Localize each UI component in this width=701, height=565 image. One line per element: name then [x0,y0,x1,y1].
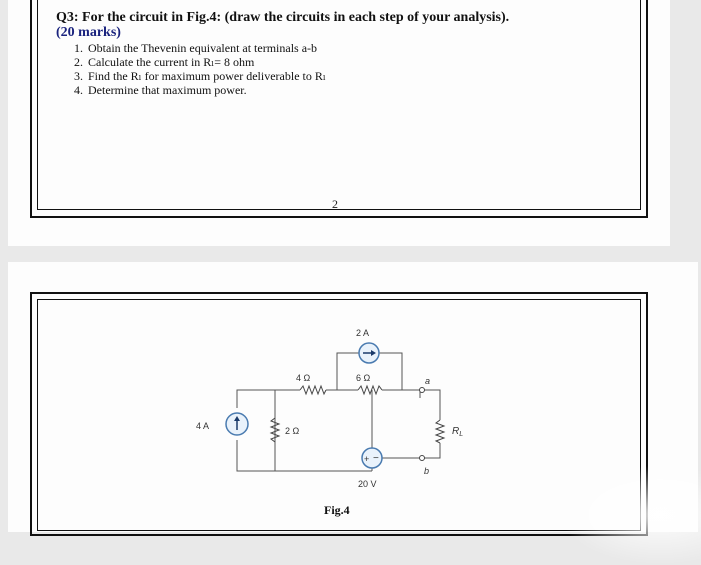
label-load-r: R [452,426,460,437]
question-title: Q3: For the circuit in Fig.4: (draw the circuits in each step of your analysis). [56,10,510,25]
question-item: 4. Determine that maximum power. [86,83,646,97]
question-item: 2. Calculate the current in Rₗ= 8 ohm [86,55,646,69]
label-load [452,426,463,438]
label-terminal-a: a [425,376,431,386]
wire-load [424,443,440,458]
label-2-ohm: 2 Ω [285,426,300,436]
resistor-6-ohm [358,386,382,394]
current-source-4a [226,413,248,435]
terminal-b [420,456,425,461]
wire-load [432,390,440,420]
question-item: 3. Find the Rₗ for maximum power deliverable to Rₗ [86,69,646,83]
label-terminal-b: b [424,466,430,476]
question-item: 1. Obtain the Thevenin equivalent at terminals a-b [86,41,646,55]
page-number: 2 [332,197,338,211]
label-20v: 20 V [358,479,377,489]
voltage-source-20v [362,448,382,468]
resistor-4-ohm [300,386,326,394]
label-6-ohm: 6 Ω [356,373,371,383]
figure-caption: Fig.4 [324,503,350,517]
label-2a: 2 A [356,328,370,338]
label-4-ohm: 4 Ω [296,373,311,383]
svg-text:+: + [364,454,370,464]
current-source-2a [359,343,379,363]
svg-text:−: − [373,453,379,464]
resistor-load [436,420,444,443]
question-marks: (20 marks) [56,25,121,40]
label-load-sub: L [459,431,464,438]
terminal-a [420,388,425,393]
glare [560,465,701,565]
label-4a: 4 A [196,421,210,431]
